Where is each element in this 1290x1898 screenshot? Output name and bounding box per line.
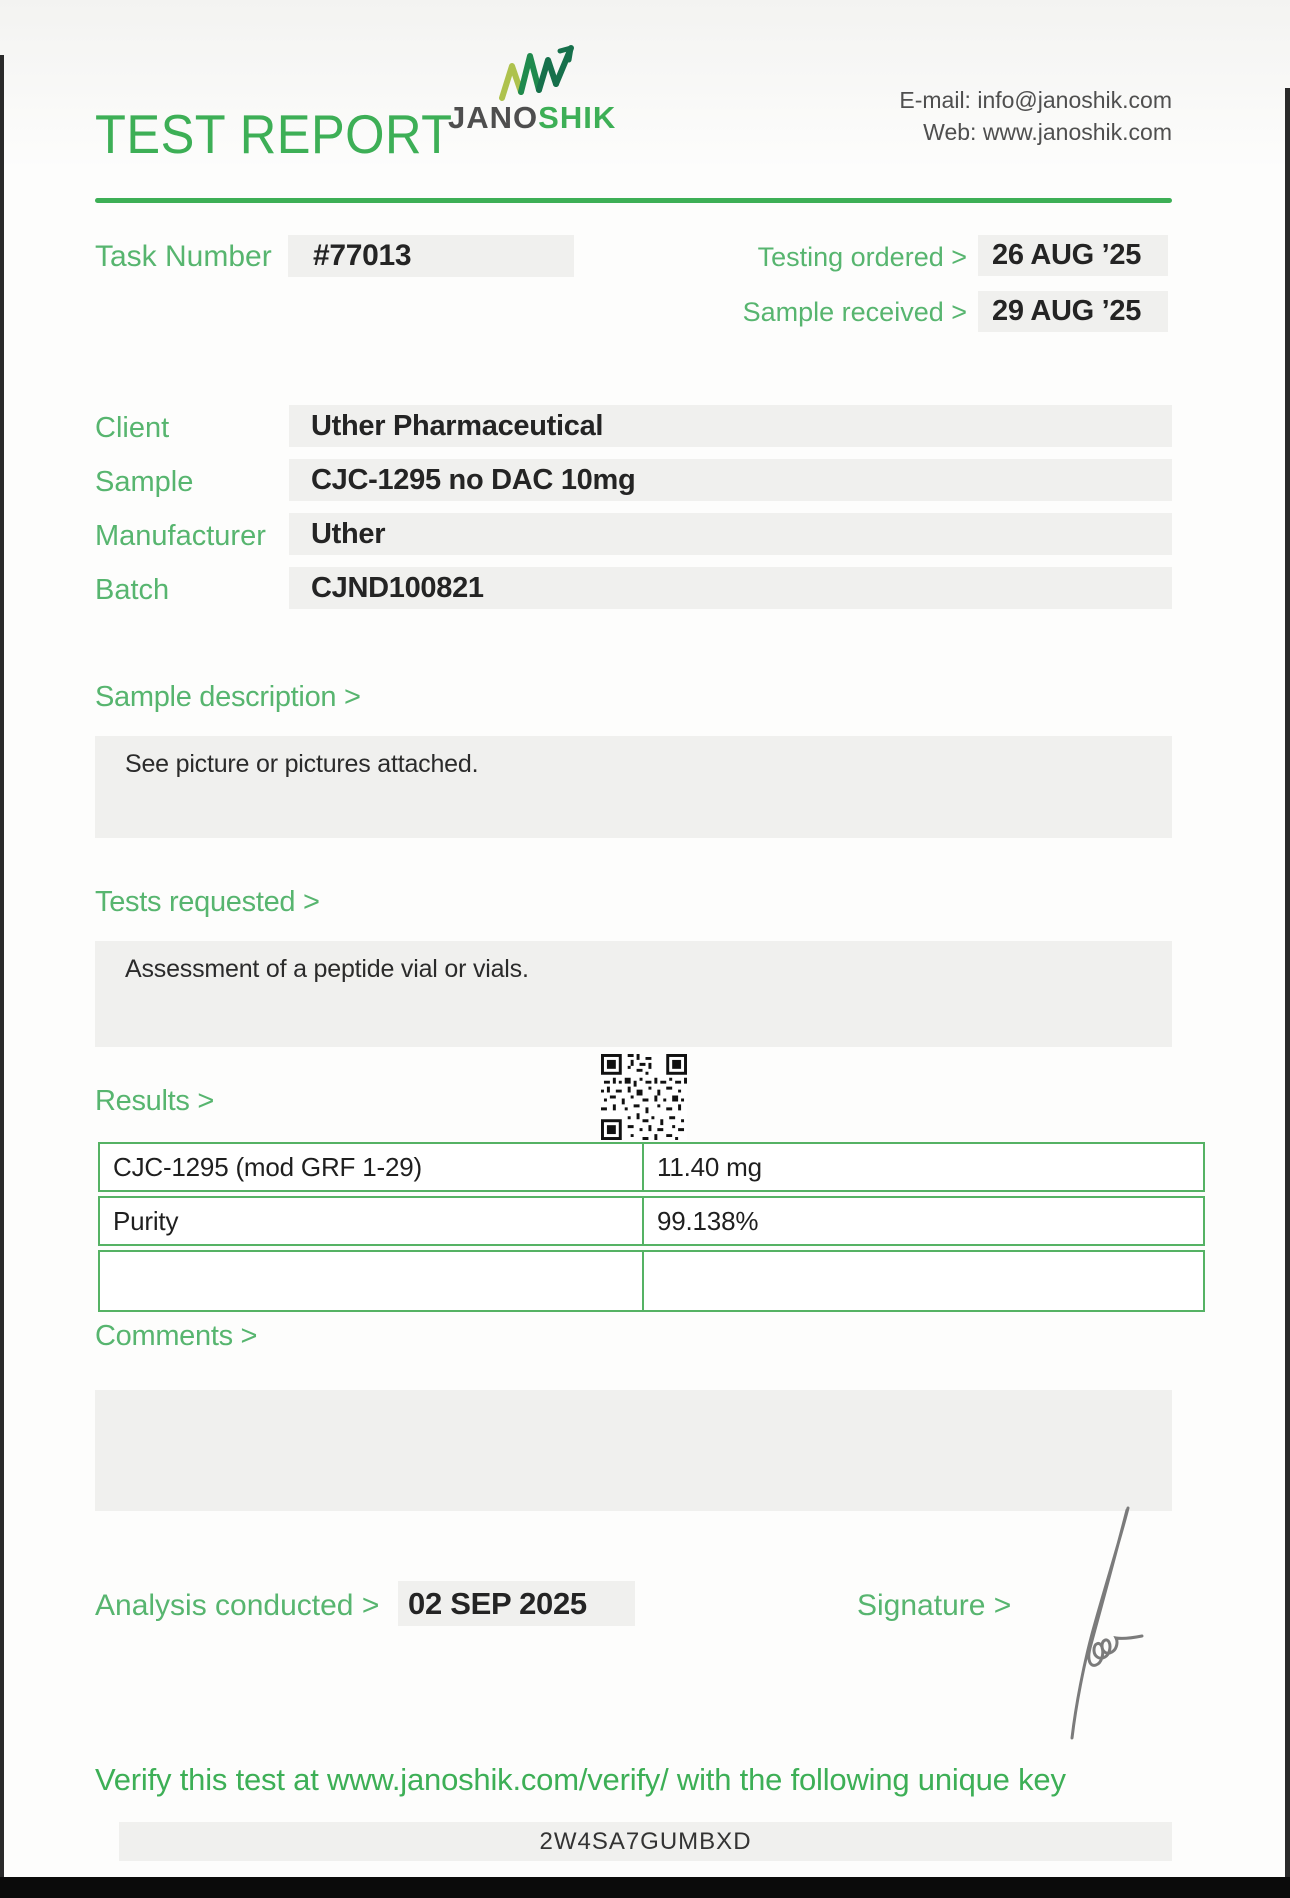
- analysis-conducted-label: Analysis conducted >: [95, 1589, 380, 1622]
- result-value-cell: [644, 1252, 1203, 1310]
- contact-web: Web: www.janoshik.com: [923, 119, 1172, 145]
- sample-value: CJC-1295 no DAC 10mg: [311, 464, 636, 496]
- page-title: TEST REPORT: [95, 103, 453, 165]
- batch-value: CJND100821: [311, 572, 484, 604]
- sample-received-value: 29 AUG ’25: [992, 295, 1142, 327]
- batch-label: Batch: [95, 574, 170, 606]
- qr-code: [601, 1054, 687, 1140]
- logo-chart-icon: [497, 42, 581, 102]
- results-heading: Results >: [95, 1085, 214, 1117]
- signature-label: Signature >: [857, 1589, 1012, 1622]
- header-divider: [95, 198, 1172, 203]
- table-row: [98, 1250, 1205, 1312]
- client-value: Uther Pharmaceutical: [311, 410, 604, 442]
- manufacturer-value-box: [289, 513, 1172, 555]
- testing-ordered-label: Testing ordered >: [757, 242, 967, 272]
- sample-description-box: [95, 736, 1172, 838]
- comments-box: [95, 1390, 1172, 1511]
- table-row: [98, 1142, 1205, 1192]
- sample-value-box: [289, 459, 1172, 501]
- logo-wordmark-green: SHIK: [538, 100, 617, 135]
- result-value-cell: 11.40 mg: [657, 1152, 762, 1182]
- logo-wordmark-dark: JANO: [448, 100, 539, 135]
- tests-requested-box: [95, 941, 1172, 1047]
- contact-email: E-mail: info@janoshik.com: [899, 87, 1172, 113]
- testing-ordered-value: 26 AUG ’25: [992, 239, 1142, 271]
- scan-edge-left: [0, 55, 4, 1877]
- scan-edge-bottom: [0, 1877, 1290, 1898]
- scan-edge-right: [1285, 88, 1290, 1877]
- batch-value-box: [289, 567, 1172, 609]
- verify-instruction: Verify this test at www.janoshik.com/verify/ with the following unique key: [95, 1762, 1066, 1797]
- testing-ordered-value-box: [978, 235, 1168, 276]
- sample-description-heading: Sample description >: [95, 681, 361, 713]
- client-value-box: [289, 405, 1172, 447]
- manufacturer-value: Uther: [311, 518, 386, 550]
- result-analyte-cell: CJC-1295 (mod GRF 1-29): [100, 1144, 644, 1190]
- result-analyte-cell: [100, 1252, 644, 1310]
- result-analyte-cell: Purity: [100, 1198, 644, 1244]
- analysis-date-box: [398, 1581, 635, 1626]
- sample-description-text: See picture or pictures attached.: [125, 750, 479, 778]
- analysis-date-value: 02 SEP 2025: [408, 1586, 587, 1621]
- unique-key-value: 2W4SA7GUMBXD: [539, 1828, 752, 1855]
- client-label: Client: [95, 412, 170, 444]
- table-row: [98, 1196, 1205, 1246]
- logo-wordmark: [448, 100, 616, 136]
- comments-heading: Comments >: [95, 1320, 258, 1352]
- tests-requested-text: Assessment of a peptide vial or vials.: [125, 955, 529, 983]
- sample-received-label: Sample received >: [742, 297, 967, 327]
- unique-key-box: [119, 1822, 1172, 1861]
- sample-received-value-box: [978, 291, 1168, 332]
- signature: [1030, 1498, 1160, 1753]
- task-number-value: #77013: [313, 239, 412, 272]
- sample-label: Sample: [95, 466, 194, 498]
- contact-block: [899, 84, 1172, 148]
- comments-text: [95, 1390, 1172, 1404]
- task-number-label: Task Number: [95, 240, 272, 273]
- task-number-value-box: [288, 235, 574, 277]
- result-value-cell: 99.138%: [657, 1206, 759, 1236]
- manufacturer-label: Manufacturer: [95, 520, 266, 552]
- results-table: [98, 1142, 1205, 1316]
- tests-requested-heading: Tests requested >: [95, 886, 320, 918]
